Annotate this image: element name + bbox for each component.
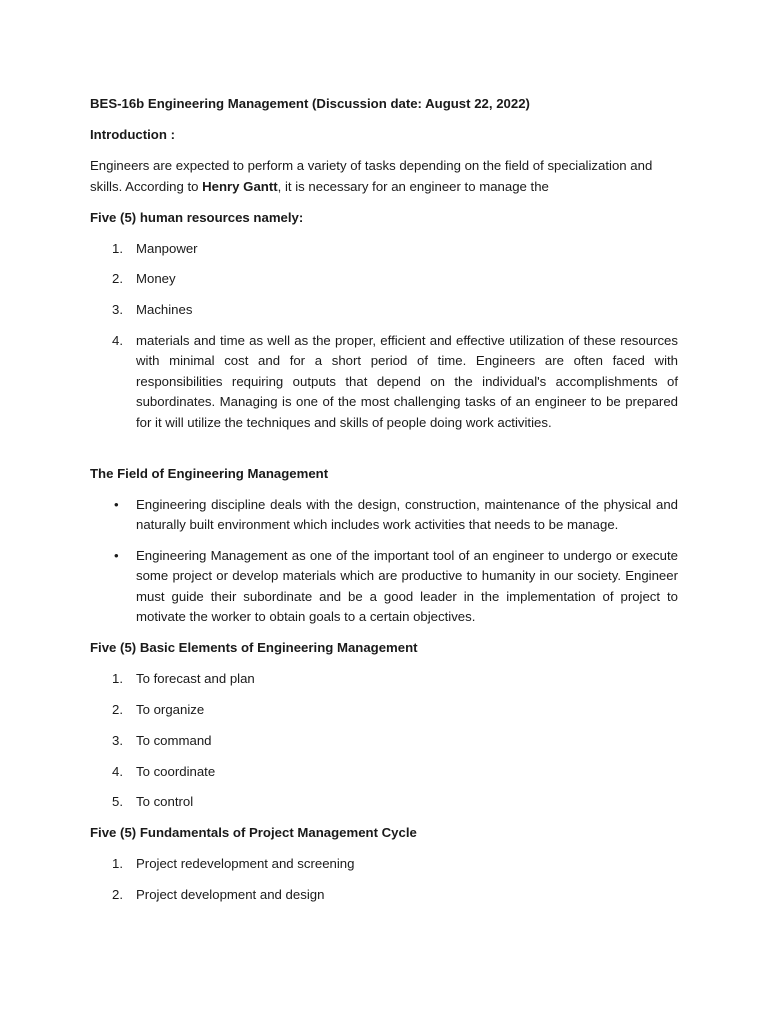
cycle-list [90,854,678,905]
introduction-paragraph [90,156,678,197]
list-number: 3. [112,732,123,748]
list-item-text: Money [136,271,176,287]
list-number: 1. [112,671,123,687]
list-item-text: materials and time as well as the proper, efficient and effective utilization of these resources with minimal cost and for a short period of time. Engineers are often faced with responsibilities requiring outputs that depend on the individual's accomplishments of subordinates. Managing is one of the most challenging tasks of an engineer to be prepared for it will utilize the techniques and skills of people doing work activities. [136,332,678,430]
list-item-text: To coordinate [136,763,216,779]
list-number: 2. [112,887,123,903]
bullet-icon: • [114,496,119,512]
list-number: 2. [112,702,123,718]
introduction-heading: Introduction : [90,127,175,142]
list-item [90,700,678,721]
list-item-text: To forecast and plan [136,671,255,687]
elements-list [90,669,678,813]
list-item-text: Project development and design [136,887,325,903]
list-number: 1. [112,856,123,872]
document-title: BES-16b Engineering Management (Discussion date: August 22, 2022) [90,96,530,111]
list-item [90,495,678,536]
list-item-text: To command [136,732,212,748]
list-number: 5. [112,794,123,810]
list-item-text: Engineering Management as one of the important tool of an engineer to undergo or execute some project or develop materials which are productive to humanity in our society. Engineer must guide their subordinate and be a good leader in the implementation of project to motivate the worker to obtain goals to a certain objectives. [136,547,678,625]
resources-heading: Five (5) human resources namely: [90,209,304,225]
section-spacer [90,444,678,464]
list-item-text: To organize [136,702,205,718]
list-item [90,762,678,783]
resources-list [90,239,678,434]
field-heading: The Field of Engineering Management [90,465,329,481]
document-body [90,94,678,916]
list-item-text: Manpower [136,240,198,256]
list-number: 4. [112,763,123,779]
list-number: 3. [112,302,123,318]
list-item [90,731,678,752]
list-number: 1. [112,240,123,256]
intro-text-part2: , it is necessary for an engineer to manage the [277,178,549,194]
list-number: 2. [112,271,123,287]
cycle-heading: Five (5) Fundamentals of Project Management Cycle [90,825,417,841]
list-item-text: To control [136,794,194,810]
list-item [90,331,678,434]
list-item [90,854,678,875]
list-item [90,885,678,906]
elements-heading: Five (5) Basic Elements of Engineering Management [90,640,418,656]
henry-gantt-name: Henry Gantt [202,178,278,194]
list-item-text: Engineering discipline deals with the design, construction, maintenance of the physical and naturally built environment which includes work activities that needs to be manage. [136,496,678,533]
list-item [90,546,678,628]
field-bullet-list [90,495,678,628]
list-item [90,669,678,690]
list-item-text: Machines [136,302,193,318]
bullet-icon: • [114,547,119,563]
list-item [90,269,678,290]
list-item-text: Project redevelopment and screening [136,856,355,872]
list-number: 4. [112,332,123,348]
list-item [90,300,678,321]
list-item [90,792,678,813]
list-item [90,239,678,260]
intro-text-part1: Engineers are expected to perform a variety of tasks depending on the field of specialization and skills. According to [90,158,653,194]
